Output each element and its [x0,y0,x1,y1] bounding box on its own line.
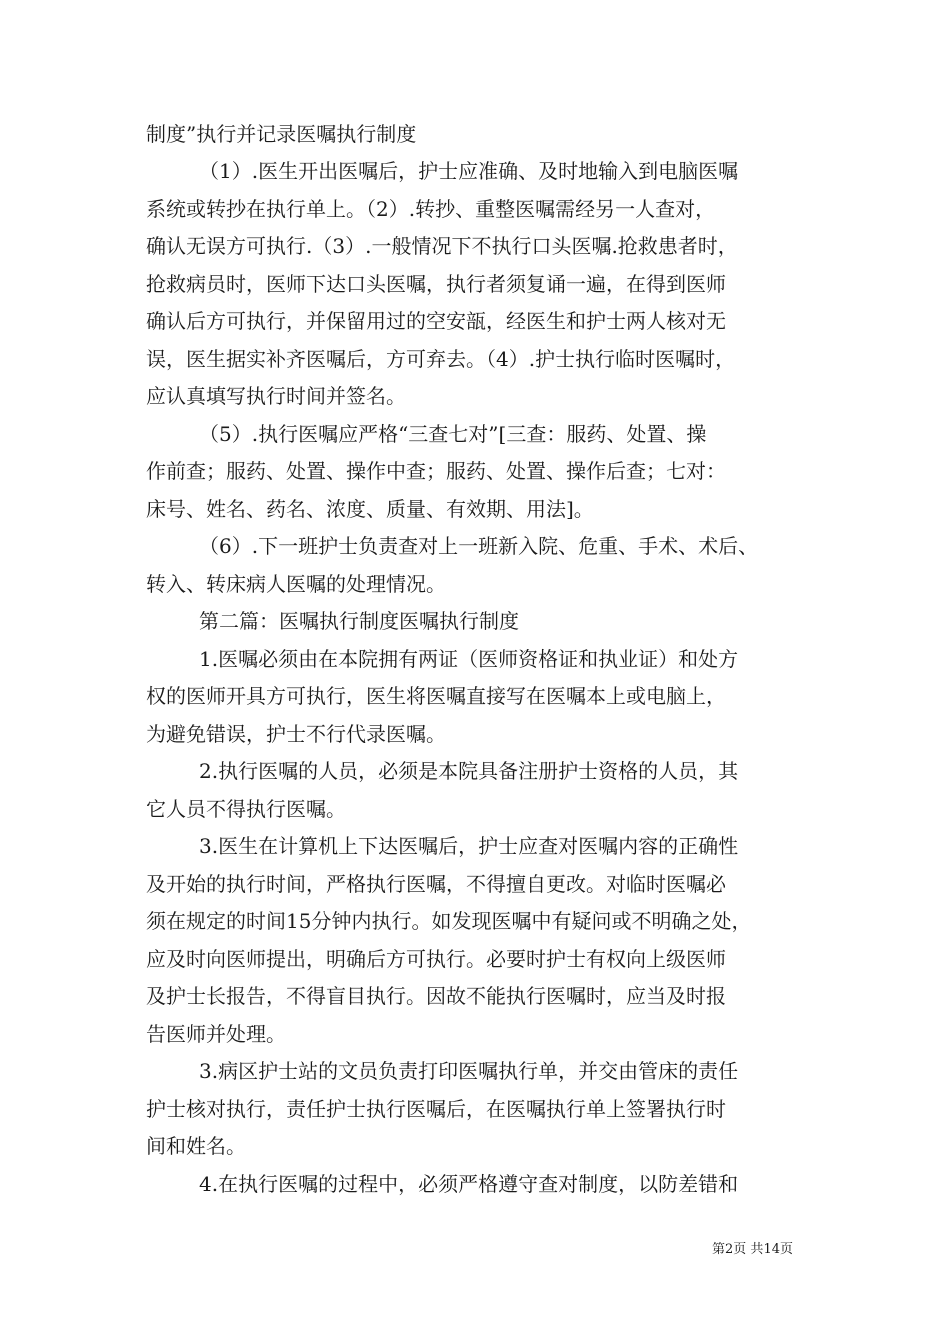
footer-suffix: 页 [779,1242,793,1257]
text-line [0,751,950,791]
line-text: 为避免错误，护士不行代录医嘱。 [146,722,446,746]
line-text: 3.病区护士站的文员负责打印医嘱执行单，并交由管床的责任 [199,1059,739,1083]
line-text: 确认后方可执行，并保留用过的空安瓿，经医生和护士两人核对无 [146,309,726,333]
text-line [0,189,950,229]
text-line [0,264,950,304]
section-heading [0,601,950,641]
heading-text: 第二篇：医嘱执行制度医嘱执行制度 [199,609,519,633]
line-text: 须在规定的时间15分钟内执行。如发现医嘱中有疑问或不明确之处， [146,909,752,933]
text-line [0,676,950,716]
text-line [0,714,950,754]
text-line [0,826,950,866]
text-line [0,864,950,904]
text-line [0,339,950,379]
line-text: 它人员不得执行医嘱。 [146,797,346,821]
line-text: （1）.医生开出医嘱后，护士应准确、及时地输入到电脑医嘱 [199,159,739,183]
line-text: 确认无误方可执行.（3）.一般情况下不执行口头医嘱.抢救患者时， [146,234,738,258]
text-line [0,789,950,829]
line-text: 转入、转床病人医嘱的处理情况。 [146,572,446,596]
line-text: 1.医嘱必须由在本院拥有两证（医师资格证和执业证）和处方 [199,647,739,671]
text-line [0,226,950,266]
line-text: 系统或转抄在执行单上。（2）.转抄、重整医嘱需经另一人查对， [146,197,716,221]
text-line [0,1126,950,1166]
footer-prefix: 第 [712,1242,726,1257]
text-line [0,114,950,154]
text-line [0,901,950,941]
text-line [0,151,950,191]
line-text: 作前查；服药、处置、操作中查；服药、处置、操作后查；七对： [146,459,726,483]
text-line [0,526,950,566]
line-text: 4.在执行医嘱的过程中，必须严格遵守查对制度，以防差错和 [199,1172,739,1196]
line-text: 护士核对执行，责任护士执行医嘱后，在医嘱执行单上签署执行时 [146,1097,726,1121]
text-line [0,301,950,341]
text-line [0,564,950,604]
current-page-number: 2 [725,1242,734,1257]
line-text: 告医师并处理。 [146,1022,286,1046]
text-line [0,489,950,529]
line-text: 及开始的执行时间，严格执行医嘱，不得擅自更改。对临时医嘱必 [146,872,726,896]
line-text: 误，医生据实补齐医嘱后，方可弃去。（4）.护士执行临时医嘱时， [146,347,736,371]
text-line [0,1014,950,1054]
text-line [0,976,950,1016]
line-text: 应认真填写执行时间并签名。 [146,384,406,408]
line-text: 制度”执行并记录医嘱执行制度 [146,122,417,146]
line-text: （5）.执行医嘱应严格“三查七对”[三查：服药、处置、操 [199,422,707,446]
text-line [0,1051,950,1091]
footer-middle: 页 共 [733,1242,764,1257]
line-text: 抢救病员时，医师下达口头医嘱，执行者须复诵一遍，在得到医师 [146,272,726,296]
line-text: 床号、姓名、药名、浓度、质量、有效期、用法]。 [146,497,594,521]
page-footer [712,1240,793,1260]
line-text: 权的医师开具方可执行，医生将医嘱直接写在医嘱本上或电脑上， [146,684,726,708]
line-text: 2.执行医嘱的人员，必须是本院具备注册护士资格的人员，其 [199,759,739,783]
line-text: （6）.下一班护士负责查对上一班新入院、危重、手术、术后、 [199,534,759,558]
text-line [0,639,950,679]
text-line [0,1089,950,1129]
line-text: 3.医生在计算机上下达医嘱后，护士应查对医嘱内容的正确性 [199,834,739,858]
text-line [0,451,950,491]
text-line [0,376,950,416]
total-page-count: 14 [763,1242,780,1257]
line-text: 应及时向医师提出，明确后方可执行。必要时护士有权向上级医师 [146,947,726,971]
line-text: 及护士长报告，不得盲目执行。因故不能执行医嘱时，应当及时报 [146,984,726,1008]
line-text: 间和姓名。 [146,1134,246,1158]
text-line [0,414,950,454]
text-line [0,1164,950,1204]
text-line [0,939,950,979]
